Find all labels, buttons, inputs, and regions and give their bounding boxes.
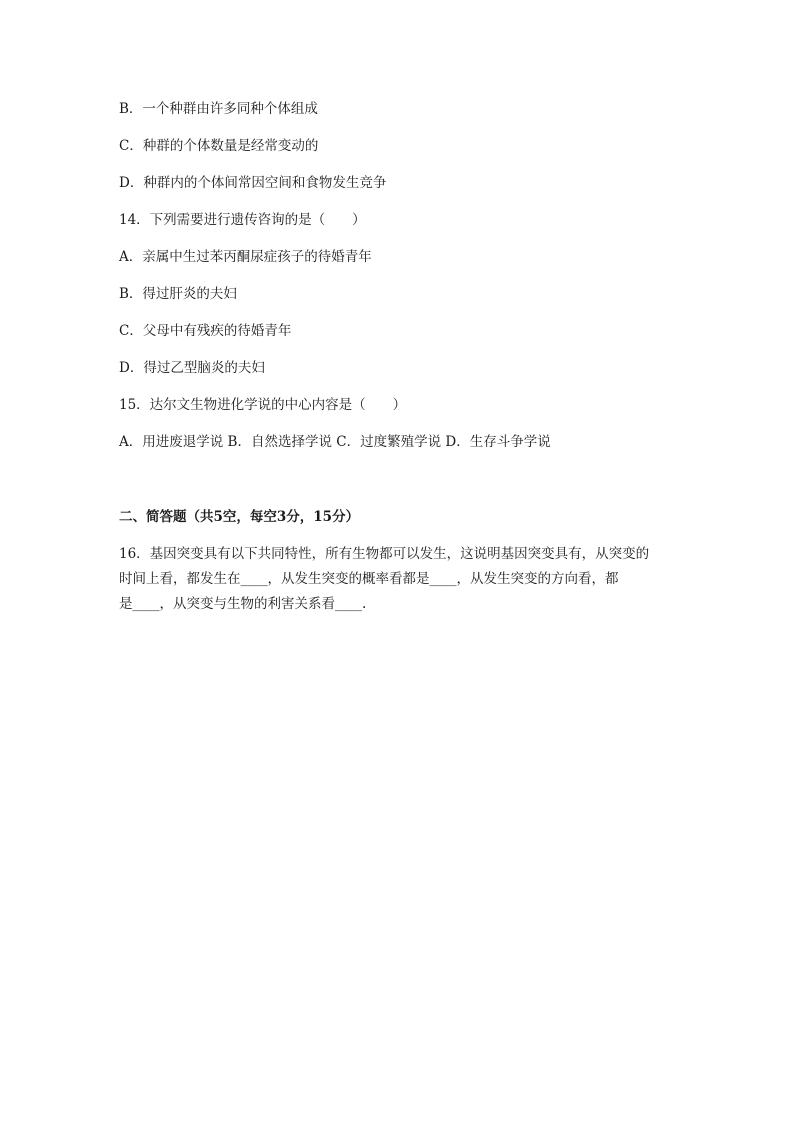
q16-line-3: 是____，从突变与生物的利害关系看____. bbox=[119, 596, 367, 612]
q14-option-d: D．得过乙型脑炎的夫妇 bbox=[119, 360, 265, 376]
q13-option-c: C．种群的个体数量是经常变动的 bbox=[119, 138, 319, 154]
q14-option-c: C．父母中有残疾的待婚青年 bbox=[119, 323, 292, 339]
q14-stem: 14．下列需要进行遗传咨询的是（ ） bbox=[119, 212, 366, 228]
q14-option-a: A．亲属中生过苯丙酮尿症孩子的待婚青年 bbox=[119, 249, 372, 265]
q16-line-2: 时间上看，都发生在____，从发生突变的概率看都是____，从发生突变的方向看，都 bbox=[119, 571, 619, 587]
q16-line-1: 16．基因突变具有以下共同特性，所有生物都可以发生，这说明基因突变具有，从突变的 bbox=[119, 546, 650, 562]
q15-stem: 15．达尔文生物进化学说的中心内容是（ ） bbox=[119, 397, 407, 413]
q13-option-d: D．种群内的个体间常因空间和食物发生竞争 bbox=[119, 175, 387, 191]
q15-options: A．用进废退学说 B．自然选择学说 C．过度繁殖学说 D．生存斗争学说 bbox=[119, 434, 551, 450]
section-heading: 二、简答题（共5空，每空3分，15分） bbox=[119, 509, 360, 525]
q13-option-b: B．一个种群由许多同种个体组成 bbox=[119, 101, 318, 117]
q14-option-b: B．得过肝炎的夫妇 bbox=[119, 286, 237, 302]
